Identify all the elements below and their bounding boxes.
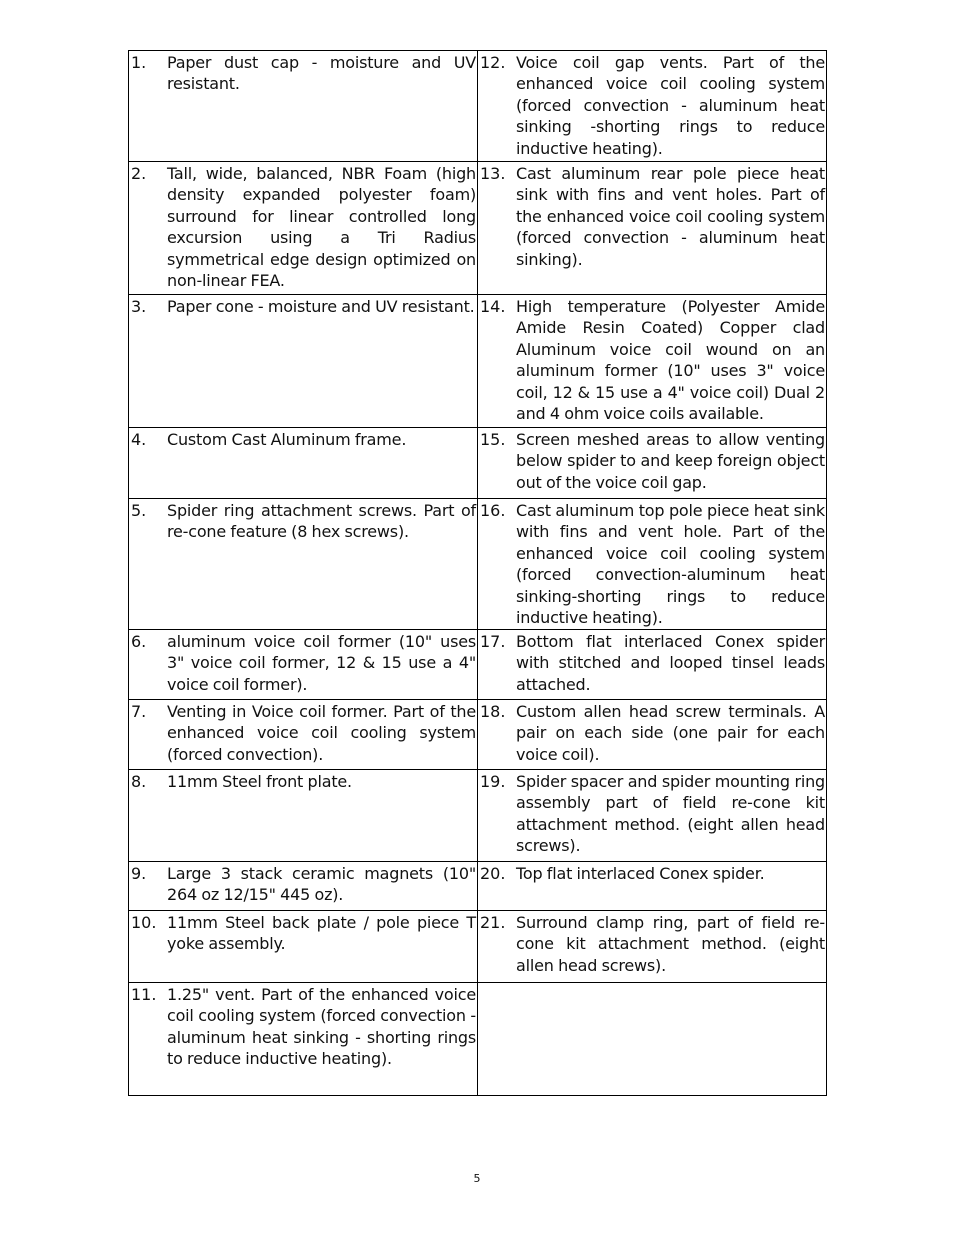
item-description: Venting in Voice coil former. Part of the enhanced voice coil cooling system (forced convection). — [167, 702, 476, 764]
table-cell-left — [129, 911, 478, 983]
item-number: 12. — [480, 53, 506, 72]
item-number: 16. — [480, 501, 506, 520]
table-cell-right — [478, 770, 827, 862]
table-cell-right — [478, 911, 827, 983]
table-row — [129, 162, 827, 295]
page-number: 5 — [473, 1172, 481, 1185]
table-cell-right — [478, 51, 827, 162]
table-row — [129, 630, 827, 700]
table-cell-left — [129, 700, 478, 770]
item-number: 5. — [131, 501, 147, 520]
table-row — [129, 295, 827, 428]
item-number: 7. — [131, 702, 147, 721]
table-row — [129, 911, 827, 983]
table-cell-right — [478, 162, 827, 295]
table-cell-left — [129, 862, 478, 911]
item-number: 1. — [131, 53, 147, 72]
item-number: 11. — [131, 985, 157, 1004]
item-number: 6. — [131, 632, 147, 651]
item-description: aluminum voice coil former (10" uses 3" voice coil former, 12 & 15 use a 4" voice coil former). — [167, 632, 476, 694]
item-number: 8. — [131, 772, 147, 791]
item-description: Cast aluminum rear pole piece heat sink with fins and vent holes. Part of the enhanced voice coil cooling system (forced convection - aluminum heat sinking). — [516, 164, 825, 269]
item-number: 14. — [480, 297, 506, 316]
table-row — [129, 428, 827, 499]
item-description: Bottom flat interlaced Conex spider with stitched and looped tinsel leads attached. — [516, 632, 825, 694]
item-number: 4. — [131, 430, 147, 449]
table-row — [129, 499, 827, 630]
item-description: Spider spacer and spider mounting ring assembly part of field re-cone kit attachment method. (eight allen head screws). — [516, 772, 825, 856]
table-cell-left — [129, 162, 478, 295]
item-description: 1.25" vent. Part of the enhanced voice coil cooling system (forced convection - aluminum heat sinking - shorting rings to reduce inductive heating). — [167, 985, 476, 1069]
table-row — [129, 51, 827, 162]
table-cell-right — [478, 499, 827, 630]
table-row — [129, 770, 827, 862]
table-row — [129, 700, 827, 770]
table-cell-right — [478, 700, 827, 770]
item-description: Voice coil gap vents. Part of the enhanced voice coil cooling system (forced convection - aluminum heat sinking -shorting rings to reduce inductive heating). — [516, 53, 825, 158]
item-description: Tall, wide, balanced, NBR Foam (high density expanded polyester foam) surround for linear controlled long excursion using a Tri Radius symmetrical edge design optimized on non-linear FEA. — [167, 164, 476, 291]
item-description: Custom Cast Aluminum frame. — [167, 430, 407, 449]
item-number: 2. — [131, 164, 147, 183]
item-number: 3. — [131, 297, 147, 316]
item-description: Top flat interlaced Conex spider. — [516, 864, 765, 883]
table-row — [129, 983, 827, 1096]
table-cell-right — [478, 862, 827, 911]
table-cell-left — [129, 770, 478, 862]
table-cell-left — [129, 983, 478, 1096]
item-number: 10. — [131, 913, 157, 932]
table-row — [129, 862, 827, 911]
item-description: Paper dust cap - moisture and UV resistant. — [167, 53, 476, 94]
table-cell-right — [478, 983, 827, 1096]
table-cell-left — [129, 630, 478, 700]
item-number: 18. — [480, 702, 506, 721]
item-description: Large 3 stack ceramic magnets (10" 264 oz 12/15" 445 oz). — [167, 864, 476, 905]
item-number: 9. — [131, 864, 147, 883]
table-cell-left — [129, 51, 478, 162]
item-number: 17. — [480, 632, 506, 651]
item-description: Custom allen head screw terminals. A pair on each side (one pair for each voice coil). — [516, 702, 825, 764]
item-number: 20. — [480, 864, 506, 883]
item-description: Paper cone - moisture and UV resistant. — [167, 297, 475, 316]
item-description: 11mm Steel back plate / pole piece T yoke assembly. — [167, 913, 476, 954]
table-cell-left — [129, 295, 478, 428]
item-number: 19. — [480, 772, 506, 791]
item-number: 15. — [480, 430, 506, 449]
item-description: Surround clamp ring, part of field re-cone kit attachment method. (eight allen head screws). — [516, 913, 825, 975]
item-number: 13. — [480, 164, 506, 183]
table-cell-left — [129, 428, 478, 499]
table-cell-right — [478, 295, 827, 428]
parts-table — [128, 50, 827, 1096]
table-cell-right — [478, 428, 827, 499]
item-description: 11mm Steel front plate. — [167, 772, 352, 791]
item-description: Spider ring attachment screws. Part of re-cone feature (8 hex screws). — [167, 501, 476, 542]
item-number: 21. — [480, 913, 506, 932]
item-description: Screen meshed areas to allow venting below spider to and keep foreign object out of the voice coil gap. — [516, 430, 825, 492]
item-description: High temperature (Polyester Amide Amide Resin Coated) Copper clad Aluminum voice coil wound on an aluminum former (10" uses 3" voice coil, 12 & 15 use a 4" voice coil) Dual 2 and 4 ohm voice coils available. — [516, 297, 825, 424]
table-cell-left — [129, 499, 478, 630]
item-description: Cast aluminum top pole piece heat sink with fins and vent hole. Part of the enhanced voice coil cooling system (forced convection-aluminum heat sinking-shorting rings to reduce inductive heating). — [516, 501, 825, 628]
table-cell-right — [478, 630, 827, 700]
